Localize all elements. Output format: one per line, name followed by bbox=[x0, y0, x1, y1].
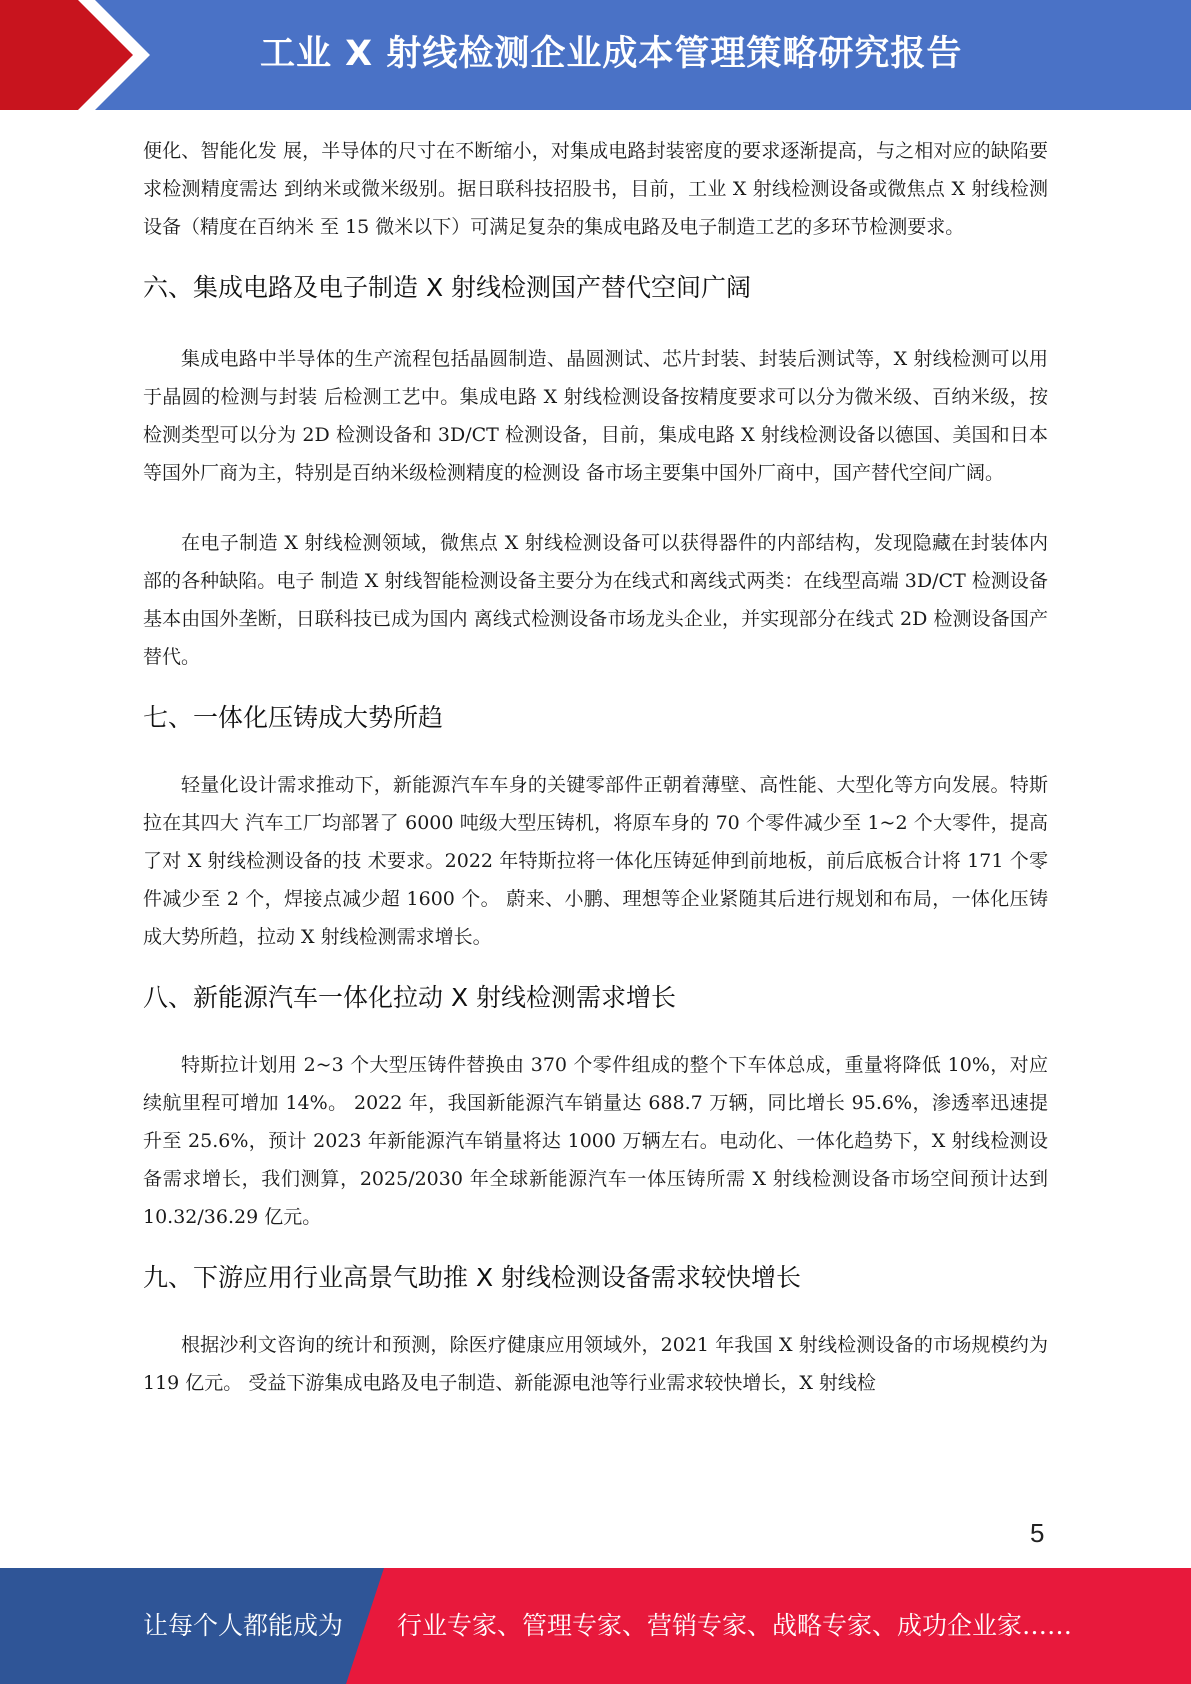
intro-paragraph: 便化、智能化发 展，半导体的尺寸在不断缩小，对集成电路封装密度的要求逐渐提高，与之相对应的缺陷要求检测精度需达 到纳米或微米级别。据日联科技招股书，目前，工业 X 射线检测设备或微焦点 X 射线检测设备（精度在百纳米 至 15 微米以下）可满足复杂的集成电路及电子制造工艺的多环节检测要求。 bbox=[143, 140, 1048, 238]
heading-section-6: 六、集成电路及电子制造 X 射线检测国产替代空间广阔 bbox=[143, 273, 752, 302]
section-6-paragraph-2: 在电子制造 X 射线检测领域，微焦点 X 射线检测设备可以获得器件的内部结构，发现隐藏在封装体内部的各种缺陷。电子 制造 X 射线智能检测设备主要分为在线式和离线式两类：在线型高端 3D/CT 检测设备基本由国外垄断，日联科技已成为国内 离线式检测设备市场龙头企业，并实现部分在线式 2D 检测设备国产替代。 bbox=[143, 532, 1048, 668]
section-7-paragraph-1: 轻量化设计需求推动下，新能源汽车车身的关键零部件正朝着薄壁、高性能、大型化等方向发展。特斯拉在其四大 汽车工厂均部署了 6000 吨级大型压铸机，将原车身的 70 个零件减少至 1~2 个大零件，提高了对 X 射线检测设备的技 术要求。2022 年特斯拉将一体化压铸延伸到前地板，前后底板合计将 171 个零件减少至 2 个，焊接点减少超 1600 个。 蔚来、小鹏、理想等企业紧随其后进行规划和布局，一体化压铸成大势所趋，拉动 X 射线检测需求增长。 bbox=[143, 774, 1048, 948]
report-title: 工业 X 射线检测企业成本管理策略研究报告 bbox=[260, 34, 963, 74]
section-6-paragraph-1: 集成电路中半导体的生产流程包括晶圆制造、晶圆测试、芯片封装、封装后测试等，X 射线检测可以用于晶圆的检测与封装 后检测工艺中。集成电路 X 射线检测设备按精度要求可以分为微米级、百纳米级，按检测类型可以分为 2D 检测设备和 3D/CT 检测设备，目前，集成电路 X 射线检测设备以德国、美国和日本等国外厂商为主，特别是百纳米级检测精度的检测设 备市场主要集中国外厂商中，国产替代空间广阔。 bbox=[143, 348, 1048, 484]
document-body bbox=[143, 132, 1048, 1402]
footer-slogan-right: 行业专家、管理专家、营销专家、战略专家、成功企业家…… bbox=[397, 1611, 1073, 1640]
section-9-paragraph-1: 根据沙利文咨询的统计和预测，除医疗健康应用领域外，2021 年我国 X 射线检测设备的市场规模约为 119 亿元。 受益下游集成电路及电子制造、新能源电池等行业需求较快增长，X 射线检 bbox=[143, 1334, 1048, 1394]
footer-bar bbox=[0, 1568, 1191, 1684]
page-number: 5 bbox=[1030, 1518, 1045, 1548]
header-bar bbox=[0, 0, 1191, 110]
heading-section-8: 八、新能源汽车一体化拉动 X 射线检测需求增长 bbox=[143, 983, 677, 1012]
footer-slogan-left: 让每个人都能成为 bbox=[143, 1611, 344, 1640]
heading-section-9: 九、下游应用行业高景气助推 X 射线检测设备需求较快增长 bbox=[143, 1263, 802, 1292]
heading-section-7: 七、一体化压铸成大势所趋 bbox=[143, 703, 444, 732]
section-8-paragraph-1: 特斯拉计划用 2~3 个大型压铸件替换由 370 个零件组成的整个下车体总成，重量将降低 10%，对应续航里程可增加 14%。 2022 年，我国新能源汽车销量达 688.7 万辆，同比增长 95.6%，渗透率迅速提升至 25.6%，预计 2023 年新能源汽车销量将达 1000 万辆左右。电动化、一体化趋势下，X 射线检测设备需求增长，我们测算，2025/2030 年全球新能源汽车一体压铸所需 X 射线检测设备市场空间预计达到 10.32/36.29 亿元。 bbox=[143, 1054, 1048, 1228]
